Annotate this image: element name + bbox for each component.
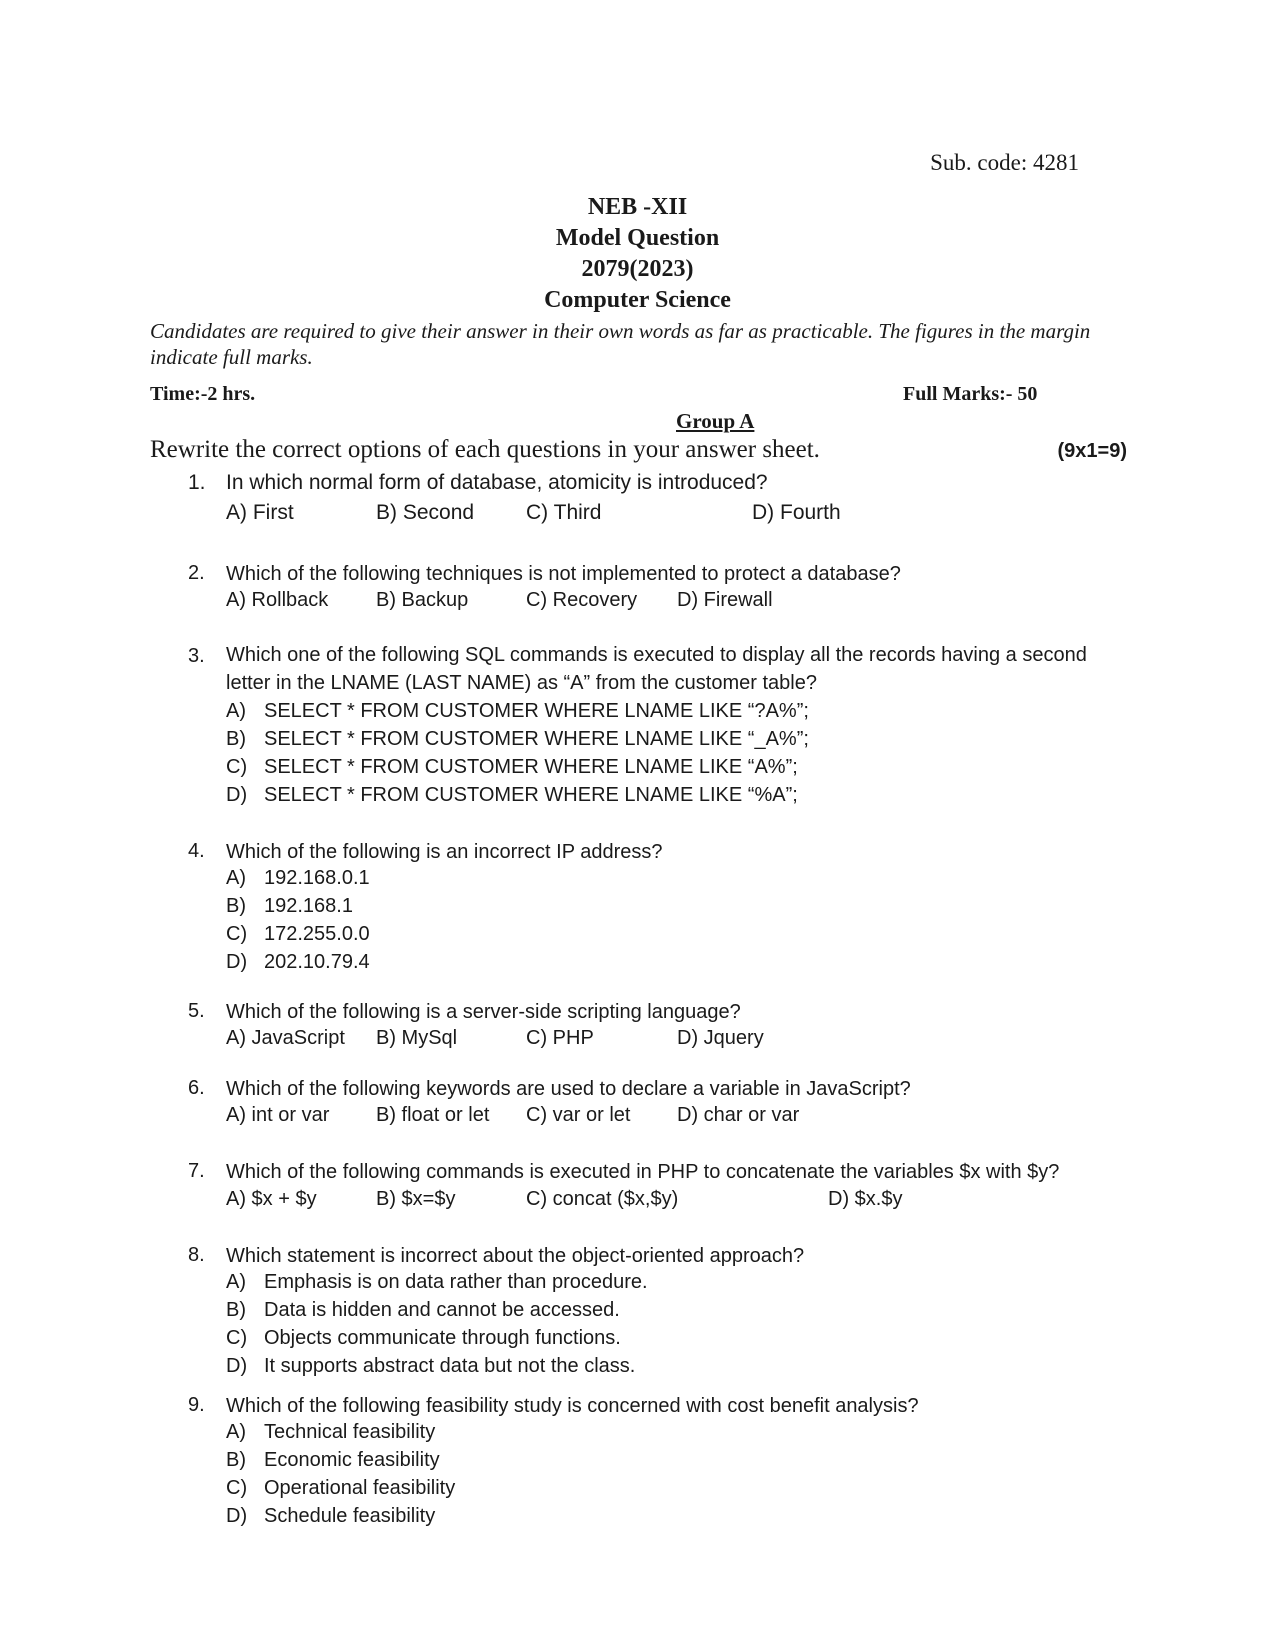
instructions: Candidates are required to give their answer in their own words as far as practicable. The figures in the margin indicate full marks. (150, 319, 1091, 369)
question-text-line1: Which one of the following SQL commands is executed to display all the records having a second (226, 644, 1087, 666)
option-b-text: 192.168.1 (264, 895, 353, 917)
option-c: C) PHP (526, 1027, 594, 1049)
option-b: B) $x=$y (376, 1188, 456, 1210)
option-d-letter: D) (226, 951, 248, 973)
question-text-line2: letter in the LNAME (LAST NAME) as “A” from the customer table? (226, 672, 817, 694)
option-a-text: 192.168.0.1 (264, 867, 370, 889)
option-b-letter: B) (226, 895, 246, 917)
option-c-letter: C) (226, 1477, 248, 1499)
option-b: B) MySql (376, 1027, 458, 1049)
option-d: D) Firewall (677, 589, 773, 611)
question-number: 3. (188, 645, 205, 667)
question-text: Which of the following techniques is not implemented to protect a database? (226, 563, 901, 585)
question-number: 8. (188, 1244, 205, 1266)
option-a-letter: A) (226, 1271, 246, 1293)
option-d-letter: D) (226, 784, 248, 806)
option-d-text: It supports abstract data but not the class. (264, 1355, 636, 1377)
question-number: 1. (188, 471, 206, 494)
question-number: 5. (188, 1000, 205, 1022)
option-a: A) $x + $y (226, 1188, 317, 1210)
option-b: B) Backup (376, 589, 469, 611)
option-d-letter: D) (226, 1505, 248, 1527)
option-a-letter: A) (226, 867, 246, 889)
option-c-letter: C) (226, 923, 248, 945)
option-c: C) var or let (526, 1104, 631, 1126)
group-heading: Group A (676, 409, 755, 433)
exam-year: 2079(2023) (581, 256, 694, 282)
option-d-text: SELECT * FROM CUSTOMER WHERE LNAME LIKE “%A”; (264, 784, 798, 806)
question-number: 2. (188, 562, 205, 584)
option-d-text: Schedule feasibility (264, 1505, 436, 1527)
option-c-letter: C) (226, 1327, 248, 1349)
subject-code: Sub. code: 4281 (930, 150, 1079, 175)
option-b-text: SELECT * FROM CUSTOMER WHERE LNAME LIKE “_A%”; (264, 728, 809, 750)
option-a: A) First (226, 501, 294, 524)
option-a: A) int or var (226, 1104, 330, 1126)
option-d: D) Jquery (677, 1027, 764, 1049)
option-d-letter: D) (226, 1355, 248, 1377)
option-b-text: Economic feasibility (264, 1449, 440, 1471)
option-c: C) Third (526, 501, 602, 524)
option-d: D) Fourth (752, 501, 841, 524)
option-a-text: Technical feasibility (264, 1421, 436, 1443)
option-a-text: SELECT * FROM CUSTOMER WHERE LNAME LIKE “?A%”; (264, 700, 809, 722)
option-c-text: Objects communicate through functions. (264, 1327, 621, 1349)
question-number: 7. (188, 1160, 205, 1182)
group-marks: (9x1=9) (1057, 440, 1127, 462)
option-b: B) Second (376, 501, 475, 524)
exam-title: NEB -XII (587, 194, 688, 220)
option-c-text: SELECT * FROM CUSTOMER WHERE LNAME LIKE “A%”; (264, 756, 798, 778)
option-b-letter: B) (226, 1449, 246, 1471)
option-c: C) Recovery (526, 589, 638, 611)
option-a: A) Rollback (226, 589, 329, 611)
option-c: C) concat ($x,$y) (526, 1188, 679, 1210)
question-number: 6. (188, 1077, 205, 1099)
option-b-letter: B) (226, 1299, 246, 1321)
option-a-letter: A) (226, 700, 246, 722)
full-marks: Full Marks:- 50 (903, 383, 1038, 405)
option-c-text: Operational feasibility (264, 1477, 456, 1499)
exam-subject: Computer Science (544, 287, 731, 313)
question-text: Which of the following feasibility study is concerned with cost benefit analysis? (226, 1395, 919, 1417)
group-directive: Rewrite the correct options of each questions in your answer sheet. (150, 436, 820, 463)
question-text: Which of the following keywords are used to declare a variable in JavaScript? (226, 1078, 911, 1100)
option-a-text: Emphasis is on data rather than procedure. (264, 1271, 648, 1293)
option-d: D) char or var (677, 1104, 800, 1126)
option-d: D) $x.$y (828, 1188, 903, 1210)
option-b: B) float or let (376, 1104, 490, 1126)
option-a: A) JavaScript (226, 1027, 345, 1049)
option-a-letter: A) (226, 1421, 246, 1443)
question-text: Which of the following is an incorrect IP address? (226, 841, 663, 863)
option-c-text: 172.255.0.0 (264, 923, 370, 945)
option-b-text: Data is hidden and cannot be accessed. (264, 1299, 620, 1321)
question-text: Which of the following commands is executed in PHP to concatenate the variables $x with $y? (226, 1161, 1060, 1183)
question-text: Which of the following is a server-side scripting language? (226, 1001, 741, 1023)
question-text: Which statement is incorrect about the object-oriented approach? (226, 1245, 805, 1267)
option-b-letter: B) (226, 728, 246, 750)
question-text: In which normal form of database, atomicity is introduced? (226, 471, 768, 494)
time-allowed: Time:-2 hrs. (150, 383, 256, 405)
option-d-text: 202.10.79.4 (264, 951, 370, 973)
exam-subtitle: Model Question (555, 225, 720, 251)
question-number: 9. (188, 1394, 205, 1416)
option-c-letter: C) (226, 756, 248, 778)
question-number: 4. (188, 840, 205, 862)
